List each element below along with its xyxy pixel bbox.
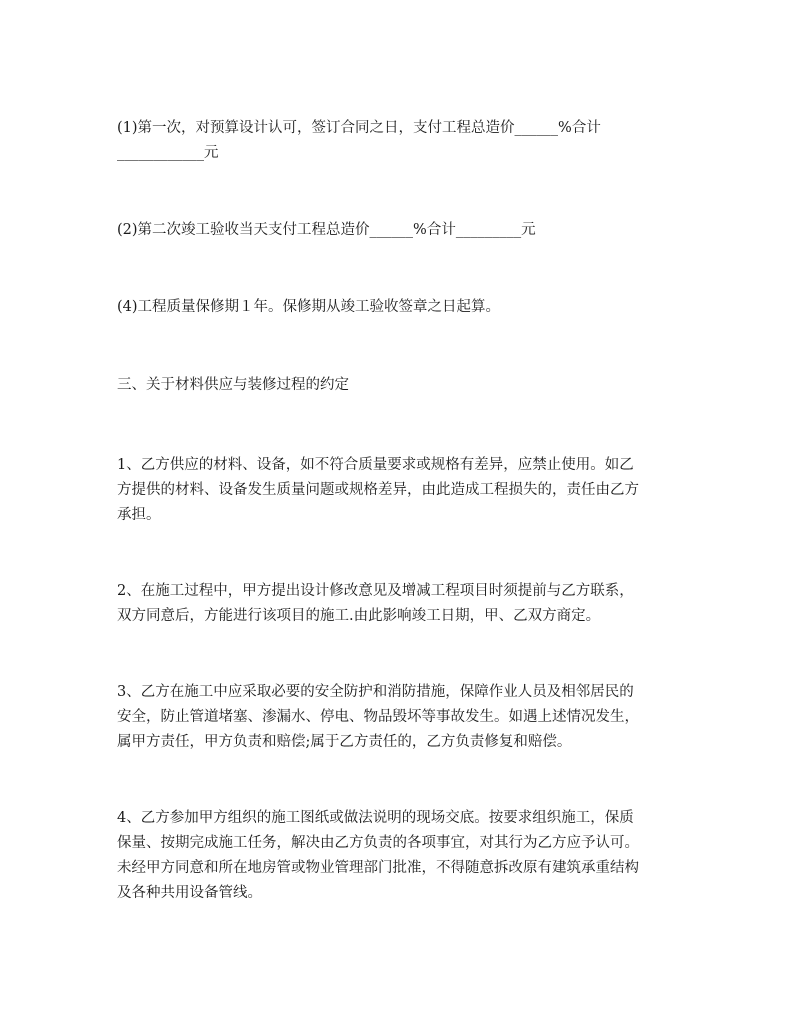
text-line: 三、关于材料供应与装修过程的约定 xyxy=(117,377,349,393)
text-line: (4)工程质量保修期１年。保修期从竣工验收签章之日起算。 xyxy=(117,299,501,315)
clause-2 xyxy=(117,579,687,629)
clause-3 xyxy=(117,680,687,755)
text-line: (1)第一次，对预算设计认可，签订合同之日，支付工程总造价______%合计 xyxy=(117,120,601,136)
text-line: 2、在施工过程中，甲方提出设计修改意见及增减工程项目时须提前与乙方联系， xyxy=(117,583,634,599)
text-line: (2)第二次竣工验收当天支付工程总造价______%合计_________元 xyxy=(117,222,536,238)
text-line: 保量、按期完成施工任务，解决由乙方负责的各项事宜，对其行为乙方应予认可。 xyxy=(117,835,639,851)
text-line: 属甲方责任，甲方负责和赔偿;属于乙方责任的，乙方负责修复和赔偿。 xyxy=(117,734,572,750)
text-line: 未经甲方同意和所在地房管或物业管理部门批准，不得随意拆改原有建筑承重结构 xyxy=(117,860,639,876)
text-line: 4、乙方参加甲方组织的施工图纸或做法说明的现场交底。按要求组织施工，保质 xyxy=(117,810,634,826)
text-line: 安全，防止管道堵塞、渗漏水、停电、物品毁坏等事故发生。如遇上述情况发生， xyxy=(117,709,639,725)
clause-1 xyxy=(117,453,687,528)
warranty-period xyxy=(117,295,687,320)
text-line: 双方同意后，方能进行该项目的施工.由此影响竣工日期，甲、乙双方商定。 xyxy=(117,608,601,624)
text-line: 及各种共用设备管线。 xyxy=(117,885,262,901)
text-line: ____________元 xyxy=(117,145,219,161)
section-heading xyxy=(117,373,687,398)
text-line: 3、乙方在施工中应采取必要的安全防护和消防措施，保障作业人员及相邻居民的 xyxy=(117,684,634,700)
clause-4 xyxy=(117,806,687,906)
text-line: 承担。 xyxy=(117,507,161,523)
payment-first-installment xyxy=(117,116,687,166)
text-line: 1、乙方供应的材料、设备，如不符合质量要求或规格有差异，应禁止使用。如乙 xyxy=(117,457,634,473)
payment-second-installment xyxy=(117,218,687,243)
text-line: 方提供的材料、设备发生质量问题或规格差异，由此造成工程损失的，责任由乙方 xyxy=(117,482,639,498)
